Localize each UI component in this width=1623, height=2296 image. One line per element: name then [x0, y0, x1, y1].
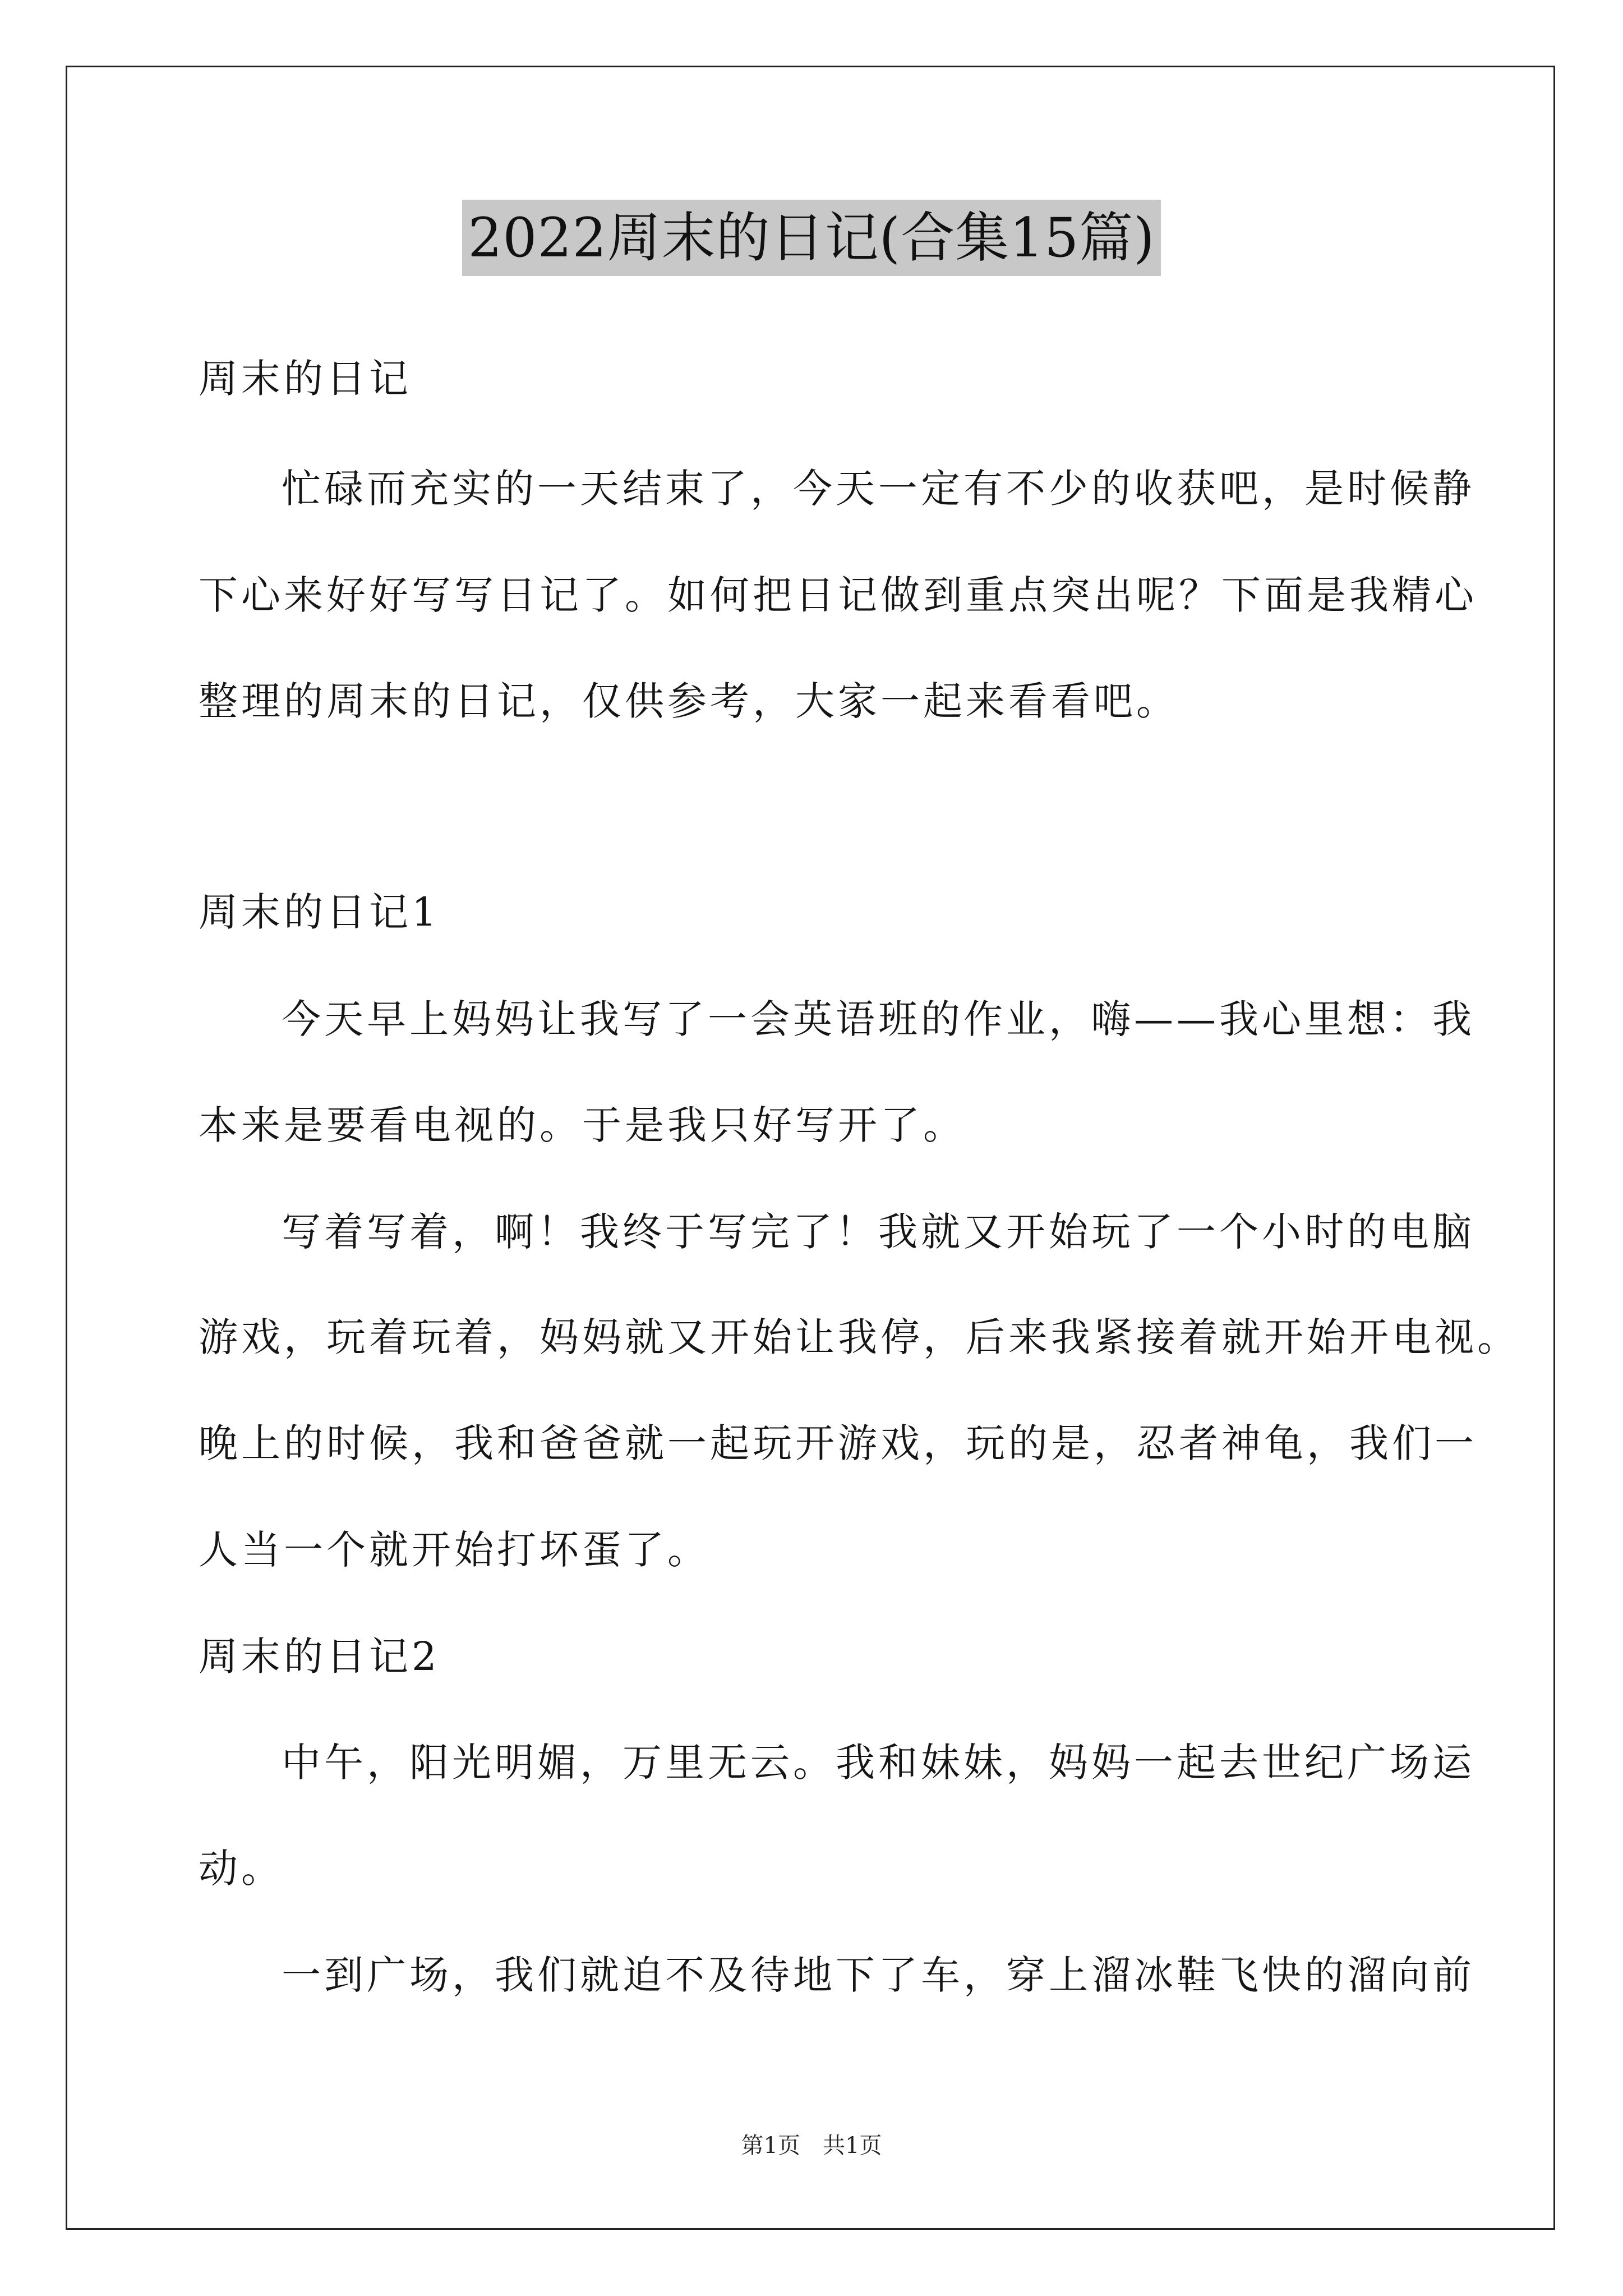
- page-footer: 第1页 共1页: [741, 2133, 882, 2159]
- title-container: [0, 200, 1623, 276]
- paragraph-line: 晚上的时候，我和爸爸就一起玩开游戏，玩的是，忍者神龟，我们一: [199, 1420, 1477, 1466]
- section-heading-intro: 周末的日记: [199, 356, 412, 402]
- paragraph-line: 中午，阳光明媚，万里无云。我和妹妹，妈妈一起去世纪广场运: [282, 1740, 1475, 1786]
- paragraph-line: 人当一个就开始打坏蛋了。: [199, 1527, 710, 1573]
- paragraph-line: 下心来好好写写日记了。如何把日记做到重点突出呢？下面是我精心: [199, 572, 1477, 618]
- section-heading-2: 周末的日记2: [199, 1634, 440, 1680]
- paragraph-line: 一到广场，我们就迫不及待地下了车，穿上溜冰鞋飞快的溜向前: [282, 1952, 1475, 1998]
- paragraph-line: 今天早上妈妈让我写了一会英语班的作业，嗨——我心里想：我: [282, 996, 1475, 1042]
- paragraph-line: 游戏，玩着玩着，妈妈就又开始让我停，后来我紧接着就开始开电视。: [199, 1314, 1520, 1360]
- document-title: 2022周末的日记(合集15篇): [462, 200, 1160, 276]
- paragraph-line: 本来是要看电视的。于是我只好写开了。: [199, 1102, 966, 1148]
- paragraph-line: 整理的周末的日记，仅供参考，大家一起来看看吧。: [199, 678, 1179, 724]
- paragraph-line: 写着写着，啊！我终于写完了！我就又开始玩了一个小时的电脑: [282, 1209, 1475, 1255]
- paragraph-line: 动。: [199, 1846, 284, 1892]
- paragraph-line: 忙碌而充实的一天结束了，今天一定有不少的收获吧，是时候静: [282, 466, 1475, 512]
- section-heading-1: 周末的日记1: [199, 889, 440, 935]
